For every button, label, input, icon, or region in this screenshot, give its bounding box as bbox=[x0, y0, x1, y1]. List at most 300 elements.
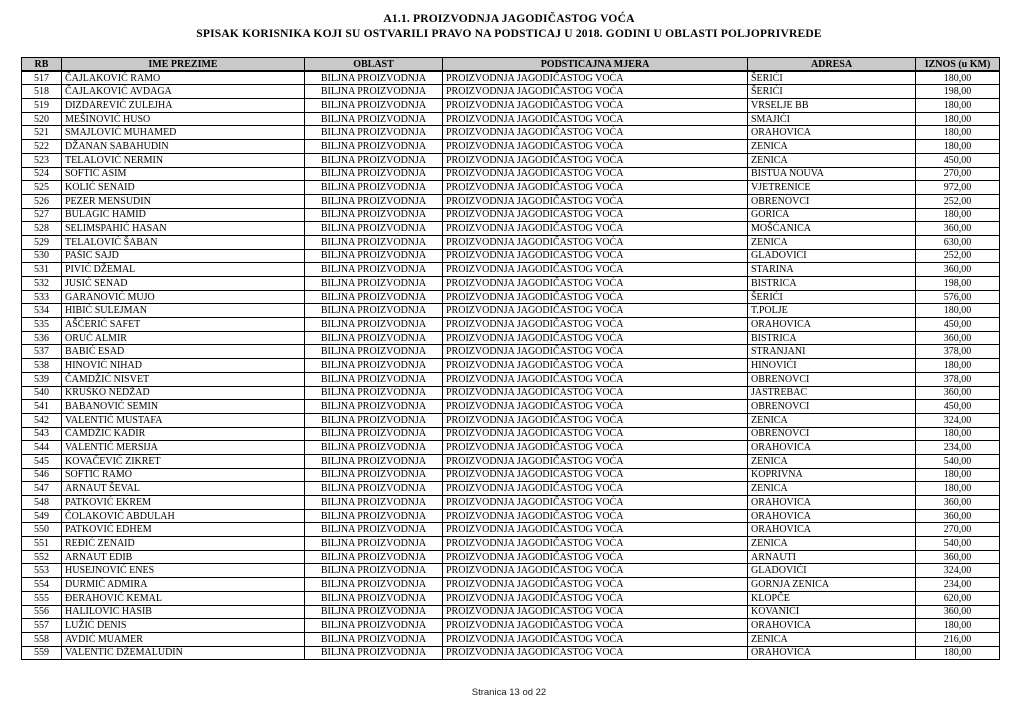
oblast-cell: BILJNA PROIZVODNJA bbox=[305, 454, 443, 468]
table-row bbox=[22, 509, 1000, 523]
mjera-cell: PROIZVODNJA JAGODIČASTOG VOĆA bbox=[443, 194, 748, 208]
table-row bbox=[22, 263, 1000, 277]
table-row bbox=[22, 564, 1000, 578]
oblast-cell: BILJNA PROIZVODNJA bbox=[305, 550, 443, 564]
table-row bbox=[22, 372, 1000, 386]
rb-cell: 544 bbox=[22, 441, 62, 455]
mjera-cell: PROIZVODNJA JAGODIČASTOG VOĆA bbox=[443, 331, 748, 345]
iznos-cell: 180,00 bbox=[916, 71, 1000, 85]
rb-cell: 536 bbox=[22, 331, 62, 345]
adresa-cell: BISTUA NOUVA bbox=[748, 167, 916, 181]
column-header-adresa: ADRESA bbox=[748, 58, 916, 72]
name-cell: DIZDAREVIĆ ZULEJHA bbox=[62, 99, 305, 113]
rb-cell: 518 bbox=[22, 85, 62, 99]
column-header-rb: RB bbox=[22, 58, 62, 72]
table-row bbox=[22, 482, 1000, 496]
name-cell: ČAJLAKOVIĆ RAMO bbox=[62, 71, 305, 85]
adresa-cell: ORAHOVICA bbox=[748, 646, 916, 660]
table-row bbox=[22, 99, 1000, 113]
table-row bbox=[22, 496, 1000, 510]
adresa-cell: SMAJIĆI bbox=[748, 112, 916, 126]
oblast-cell: BILJNA PROIZVODNJA bbox=[305, 208, 443, 222]
oblast-cell: BILJNA PROIZVODNJA bbox=[305, 619, 443, 633]
mjera-cell: PROIZVODNJA JAGODIČASTOG VOĆA bbox=[443, 290, 748, 304]
rb-cell: 521 bbox=[22, 126, 62, 140]
iznos-cell: 270,00 bbox=[916, 167, 1000, 181]
name-cell: KOVAČEVIĆ ZIKRET bbox=[62, 454, 305, 468]
iznos-cell: 378,00 bbox=[916, 345, 1000, 359]
table-row bbox=[22, 359, 1000, 373]
rb-cell: 535 bbox=[22, 318, 62, 332]
adresa-cell: ZENICA bbox=[748, 153, 916, 167]
column-header-oblast: OBLAST bbox=[305, 58, 443, 72]
rb-cell: 545 bbox=[22, 454, 62, 468]
name-cell: ČAMDŽIĆ KADIR bbox=[62, 427, 305, 441]
iznos-cell: 180,00 bbox=[916, 304, 1000, 318]
name-cell: AŠĆERIĆ SAFET bbox=[62, 318, 305, 332]
adresa-cell: BISTRICA bbox=[748, 331, 916, 345]
table-row bbox=[22, 427, 1000, 441]
oblast-cell: BILJNA PROIZVODNJA bbox=[305, 140, 443, 154]
table-row bbox=[22, 208, 1000, 222]
mjera-cell: PROIZVODNJA JAGODIČASTOG VOĆA bbox=[443, 537, 748, 551]
mjera-cell: PROIZVODNJA JAGODIČASTOG VOĆA bbox=[443, 427, 748, 441]
adresa-cell: ZENICA bbox=[748, 235, 916, 249]
iznos-cell: 270,00 bbox=[916, 523, 1000, 537]
oblast-cell: BILJNA PROIZVODNJA bbox=[305, 372, 443, 386]
mjera-cell: PROIZVODNJA JAGODIČASTOG VOĆA bbox=[443, 400, 748, 414]
mjera-cell: PROIZVODNJA JAGODIČASTOG VOĆA bbox=[443, 386, 748, 400]
rb-cell: 517 bbox=[22, 71, 62, 85]
rb-cell: 552 bbox=[22, 550, 62, 564]
name-cell: ČOLAKOVIĆ ABDULAH bbox=[62, 509, 305, 523]
oblast-cell: BILJNA PROIZVODNJA bbox=[305, 167, 443, 181]
oblast-cell: BILJNA PROIZVODNJA bbox=[305, 564, 443, 578]
name-cell: REĐIĆ ZENAID bbox=[62, 537, 305, 551]
table-row bbox=[22, 318, 1000, 332]
table-row bbox=[22, 85, 1000, 99]
table-row bbox=[22, 413, 1000, 427]
oblast-cell: BILJNA PROIZVODNJA bbox=[305, 112, 443, 126]
oblast-cell: BILJNA PROIZVODNJA bbox=[305, 181, 443, 195]
name-cell: SOFTIĆ ASIM bbox=[62, 167, 305, 181]
mjera-cell: PROIZVODNJA JAGODIČASTOG VOĆA bbox=[443, 277, 748, 291]
rb-cell: 523 bbox=[22, 153, 62, 167]
adresa-cell: ORAHOVICA bbox=[748, 441, 916, 455]
mjera-cell: PROIZVODNJA JAGODIČASTOG VOĆA bbox=[443, 619, 748, 633]
name-cell: ĐERAHOVIĆ KEMAL bbox=[62, 591, 305, 605]
rb-cell: 533 bbox=[22, 290, 62, 304]
rb-cell: 530 bbox=[22, 249, 62, 263]
mjera-cell: PROIZVODNJA JAGODIČASTOG VOĆA bbox=[443, 578, 748, 592]
rb-cell: 559 bbox=[22, 646, 62, 660]
rb-cell: 534 bbox=[22, 304, 62, 318]
rb-cell: 543 bbox=[22, 427, 62, 441]
adresa-cell: ORAHOVICA bbox=[748, 523, 916, 537]
adresa-cell: ŠERIĆI bbox=[748, 71, 916, 85]
rb-cell: 549 bbox=[22, 509, 62, 523]
name-cell: PEZER MENSUDIN bbox=[62, 194, 305, 208]
rb-cell: 531 bbox=[22, 263, 62, 277]
mjera-cell: PROIZVODNJA JAGODIČASTOG VOĆA bbox=[443, 372, 748, 386]
oblast-cell: BILJNA PROIZVODNJA bbox=[305, 537, 443, 551]
name-cell: SMAJLOVIĆ MUHAMED bbox=[62, 126, 305, 140]
table-row bbox=[22, 454, 1000, 468]
adresa-cell: STARINA bbox=[748, 263, 916, 277]
rb-cell: 537 bbox=[22, 345, 62, 359]
adresa-cell: ŠERIĆI bbox=[748, 85, 916, 99]
mjera-cell: PROIZVODNJA JAGODIČASTOG VOĆA bbox=[443, 304, 748, 318]
iznos-cell: 252,00 bbox=[916, 249, 1000, 263]
rb-cell: 551 bbox=[22, 537, 62, 551]
oblast-cell: BILJNA PROIZVODNJA bbox=[305, 632, 443, 646]
adresa-cell: BISTRICA bbox=[748, 277, 916, 291]
mjera-cell: PROIZVODNJA JAGODIČASTOG VOĆA bbox=[443, 153, 748, 167]
mjera-cell: PROIZVODNJA JAGODIČASTOG VOĆA bbox=[443, 482, 748, 496]
oblast-cell: BILJNA PROIZVODNJA bbox=[305, 318, 443, 332]
iznos-cell: 180,00 bbox=[916, 646, 1000, 660]
table-row bbox=[22, 277, 1000, 291]
iznos-cell: 180,00 bbox=[916, 619, 1000, 633]
oblast-cell: BILJNA PROIZVODNJA bbox=[305, 359, 443, 373]
adresa-cell: ZENICA bbox=[748, 413, 916, 427]
beneficiaries-table bbox=[21, 57, 1000, 660]
iznos-cell: 360,00 bbox=[916, 263, 1000, 277]
oblast-cell: BILJNA PROIZVODNJA bbox=[305, 263, 443, 277]
iznos-cell: 180,00 bbox=[916, 208, 1000, 222]
rb-cell: 555 bbox=[22, 591, 62, 605]
table-row bbox=[22, 441, 1000, 455]
table-row bbox=[22, 222, 1000, 236]
oblast-cell: BILJNA PROIZVODNJA bbox=[305, 126, 443, 140]
iznos-cell: 234,00 bbox=[916, 578, 1000, 592]
oblast-cell: BILJNA PROIZVODNJA bbox=[305, 482, 443, 496]
table-row bbox=[22, 331, 1000, 345]
mjera-cell: PROIZVODNJA JAGODIČASTOG VOĆA bbox=[443, 550, 748, 564]
oblast-cell: BILJNA PROIZVODNJA bbox=[305, 523, 443, 537]
oblast-cell: BILJNA PROIZVODNJA bbox=[305, 153, 443, 167]
name-cell: AVDIĆ MUAMER bbox=[62, 632, 305, 646]
rb-cell: 524 bbox=[22, 167, 62, 181]
adresa-cell: OBRENOVCI bbox=[748, 427, 916, 441]
iznos-cell: 450,00 bbox=[916, 153, 1000, 167]
name-cell: PATKOVIĆ EDHEM bbox=[62, 523, 305, 537]
table-row bbox=[22, 290, 1000, 304]
table-row bbox=[22, 249, 1000, 263]
rb-cell: 525 bbox=[22, 181, 62, 195]
name-cell: PATKOVIĆ EKREM bbox=[62, 496, 305, 510]
name-cell: VALENTIĆ MERSIJA bbox=[62, 441, 305, 455]
rb-cell: 550 bbox=[22, 523, 62, 537]
table-row bbox=[22, 632, 1000, 646]
table-row bbox=[22, 194, 1000, 208]
adresa-cell: ORAHOVICA bbox=[748, 509, 916, 523]
oblast-cell: BILJNA PROIZVODNJA bbox=[305, 441, 443, 455]
rb-cell: 527 bbox=[22, 208, 62, 222]
mjera-cell: PROIZVODNJA JAGODIČASTOG VOĆA bbox=[443, 126, 748, 140]
mjera-cell: PROIZVODNJA JAGODIČASTOG VOĆA bbox=[443, 441, 748, 455]
adresa-cell: ZENICA bbox=[748, 454, 916, 468]
column-header-iznos: IZNOS (u KM) bbox=[916, 58, 1000, 72]
oblast-cell: BILJNA PROIZVODNJA bbox=[305, 345, 443, 359]
oblast-cell: BILJNA PROIZVODNJA bbox=[305, 290, 443, 304]
name-cell: DŽANAN SABAHUDIN bbox=[62, 140, 305, 154]
rb-cell: 547 bbox=[22, 482, 62, 496]
table-header bbox=[22, 58, 1000, 72]
table-row bbox=[22, 523, 1000, 537]
rb-cell: 532 bbox=[22, 277, 62, 291]
iznos-cell: 630,00 bbox=[916, 235, 1000, 249]
rb-cell: 539 bbox=[22, 372, 62, 386]
table-row bbox=[22, 537, 1000, 551]
name-cell: TELALOVIĆ ŠABAN bbox=[62, 235, 305, 249]
name-cell: TELALOVIĆ NERMIN bbox=[62, 153, 305, 167]
adresa-cell: ORAHOVICA bbox=[748, 619, 916, 633]
rb-cell: 529 bbox=[22, 235, 62, 249]
table-row bbox=[22, 71, 1000, 85]
adresa-cell: OBRENOVCI bbox=[748, 372, 916, 386]
iznos-cell: 198,00 bbox=[916, 277, 1000, 291]
name-cell: JUSIĆ SENAD bbox=[62, 277, 305, 291]
rb-cell: 526 bbox=[22, 194, 62, 208]
oblast-cell: BILJNA PROIZVODNJA bbox=[305, 646, 443, 660]
table-row bbox=[22, 304, 1000, 318]
mjera-cell: PROIZVODNJA JAGODIČASTOG VOĆA bbox=[443, 345, 748, 359]
rb-cell: 519 bbox=[22, 99, 62, 113]
name-cell: SELIMSPAHIĆ HASAN bbox=[62, 222, 305, 236]
iznos-cell: 180,00 bbox=[916, 112, 1000, 126]
oblast-cell: BILJNA PROIZVODNJA bbox=[305, 331, 443, 345]
name-cell: KOLIĆ SENAID bbox=[62, 181, 305, 195]
name-cell: ČAMDŽIĆ NISVET bbox=[62, 372, 305, 386]
page-number: Stranica 13 od 22 bbox=[471, 687, 547, 698]
oblast-cell: BILJNA PROIZVODNJA bbox=[305, 71, 443, 85]
table-row bbox=[22, 386, 1000, 400]
iznos-cell: 180,00 bbox=[916, 140, 1000, 154]
iznos-cell: 180,00 bbox=[916, 99, 1000, 113]
oblast-cell: BILJNA PROIZVODNJA bbox=[305, 249, 443, 263]
name-cell: LUŽIĆ DENIS bbox=[62, 619, 305, 633]
name-cell: ČAJLAKOVIĆ AVDAGA bbox=[62, 85, 305, 99]
rb-cell: 538 bbox=[22, 359, 62, 373]
mjera-cell: PROIZVODNJA JAGODIČASTOG VOĆA bbox=[443, 85, 748, 99]
iznos-cell: 324,00 bbox=[916, 564, 1000, 578]
rb-cell: 522 bbox=[22, 140, 62, 154]
mjera-cell: PROIZVODNJA JAGODIČASTOG VOĆA bbox=[443, 509, 748, 523]
adresa-cell: ORAHOVICA bbox=[748, 126, 916, 140]
oblast-cell: BILJNA PROIZVODNJA bbox=[305, 591, 443, 605]
rb-cell: 542 bbox=[22, 413, 62, 427]
name-cell: HIBIĆ SULEJMAN bbox=[62, 304, 305, 318]
name-cell: DURMIĆ ADMIRA bbox=[62, 578, 305, 592]
table-row bbox=[22, 646, 1000, 660]
adresa-cell: OBRENOVCI bbox=[748, 194, 916, 208]
mjera-cell: PROIZVODNJA JAGODIČASTOG VOĆA bbox=[443, 646, 748, 660]
adresa-cell: ARNAUTI bbox=[748, 550, 916, 564]
table-row bbox=[22, 235, 1000, 249]
name-cell: ORUĆ ALMIR bbox=[62, 331, 305, 345]
adresa-cell: GLADOVIĆI bbox=[748, 249, 916, 263]
document-title-block bbox=[0, 0, 1018, 42]
mjera-cell: PROIZVODNJA JAGODIČASTOG VOĆA bbox=[443, 208, 748, 222]
name-cell: BABANOVIĆ SEMIN bbox=[62, 400, 305, 414]
adresa-cell: T.POLJE bbox=[748, 304, 916, 318]
mjera-cell: PROIZVODNJA JAGODIČASTOG VOĆA bbox=[443, 605, 748, 619]
iznos-cell: 180,00 bbox=[916, 126, 1000, 140]
iznos-cell: 360,00 bbox=[916, 496, 1000, 510]
adresa-cell: ŠERIĆI bbox=[748, 290, 916, 304]
adresa-cell: VJETRENICE bbox=[748, 181, 916, 195]
rb-cell: 554 bbox=[22, 578, 62, 592]
adresa-cell: KOPRIVNA bbox=[748, 468, 916, 482]
iznos-cell: 198,00 bbox=[916, 85, 1000, 99]
adresa-cell: ZENICA bbox=[748, 632, 916, 646]
adresa-cell: ZENICA bbox=[748, 482, 916, 496]
mjera-cell: PROIZVODNJA JAGODIČASTOG VOĆA bbox=[443, 263, 748, 277]
rb-cell: 528 bbox=[22, 222, 62, 236]
table-row bbox=[22, 181, 1000, 195]
table-row bbox=[22, 619, 1000, 633]
mjera-cell: PROIZVODNJA JAGODIČASTOG VOĆA bbox=[443, 454, 748, 468]
name-cell: KRUŠKO NEDŽAD bbox=[62, 386, 305, 400]
name-cell: PAŠIĆ SAJD bbox=[62, 249, 305, 263]
adresa-cell: GORNJA ZENICA bbox=[748, 578, 916, 592]
oblast-cell: BILJNA PROIZVODNJA bbox=[305, 99, 443, 113]
oblast-cell: BILJNA PROIZVODNJA bbox=[305, 413, 443, 427]
mjera-cell: PROIZVODNJA JAGODIČASTOG VOĆA bbox=[443, 468, 748, 482]
mjera-cell: PROIZVODNJA JAGODIČASTOG VOĆA bbox=[443, 591, 748, 605]
name-cell: PIVIĆ DŽEMAL bbox=[62, 263, 305, 277]
mjera-cell: PROIZVODNJA JAGODIČASTOG VOĆA bbox=[443, 181, 748, 195]
iznos-cell: 180,00 bbox=[916, 359, 1000, 373]
iznos-cell: 620,00 bbox=[916, 591, 1000, 605]
table-row bbox=[22, 605, 1000, 619]
table-row bbox=[22, 153, 1000, 167]
table-row bbox=[22, 140, 1000, 154]
adresa-cell: GORICA bbox=[748, 208, 916, 222]
name-cell: VALENTIĆ MUSTAFA bbox=[62, 413, 305, 427]
document-title-line2: SPISAK KORISNIKA KOJI SU OSTVARILI PRAVO NA PODSTICAJ U 2018. GODINI U OBLASTI POLJOPRIVREDE bbox=[196, 28, 822, 40]
adresa-cell: VRSELJE BB bbox=[748, 99, 916, 113]
name-cell: BULAGIĆ HAMID bbox=[62, 208, 305, 222]
iznos-cell: 360,00 bbox=[916, 222, 1000, 236]
table-row bbox=[22, 400, 1000, 414]
oblast-cell: BILJNA PROIZVODNJA bbox=[305, 427, 443, 441]
mjera-cell: PROIZVODNJA JAGODIČASTOG VOĆA bbox=[443, 318, 748, 332]
column-header-mjera: PODSTICAJNA MJERA bbox=[443, 58, 748, 72]
table-row bbox=[22, 126, 1000, 140]
mjera-cell: PROIZVODNJA JAGODIČASTOG VOĆA bbox=[443, 564, 748, 578]
mjera-cell: PROIZVODNJA JAGODIČASTOG VOĆA bbox=[443, 249, 748, 263]
table-header-row bbox=[22, 58, 1000, 72]
oblast-cell: BILJNA PROIZVODNJA bbox=[305, 578, 443, 592]
rb-cell: 548 bbox=[22, 496, 62, 510]
mjera-cell: PROIZVODNJA JAGODIČASTOG VOĆA bbox=[443, 523, 748, 537]
adresa-cell: OBRENOVCI bbox=[748, 400, 916, 414]
iznos-cell: 378,00 bbox=[916, 372, 1000, 386]
rb-cell: 520 bbox=[22, 112, 62, 126]
adresa-cell: JASTREBAC bbox=[748, 386, 916, 400]
oblast-cell: BILJNA PROIZVODNJA bbox=[305, 222, 443, 236]
mjera-cell: PROIZVODNJA JAGODIČASTOG VOĆA bbox=[443, 167, 748, 181]
iznos-cell: 360,00 bbox=[916, 550, 1000, 564]
iznos-cell: 180,00 bbox=[916, 468, 1000, 482]
table-row bbox=[22, 468, 1000, 482]
name-cell: HUSEJNOVIĆ ENES bbox=[62, 564, 305, 578]
iznos-cell: 972,00 bbox=[916, 181, 1000, 195]
adresa-cell: ORAHOVICA bbox=[748, 318, 916, 332]
iznos-cell: 252,00 bbox=[916, 194, 1000, 208]
name-cell: MEŠINOVIĆ HUSO bbox=[62, 112, 305, 126]
iznos-cell: 360,00 bbox=[916, 331, 1000, 345]
oblast-cell: BILJNA PROIZVODNJA bbox=[305, 605, 443, 619]
name-cell: ARNAUT ŠEVAL bbox=[62, 482, 305, 496]
rb-cell: 558 bbox=[22, 632, 62, 646]
oblast-cell: BILJNA PROIZVODNJA bbox=[305, 304, 443, 318]
mjera-cell: PROIZVODNJA JAGODIČASTOG VOĆA bbox=[443, 99, 748, 113]
rb-cell: 546 bbox=[22, 468, 62, 482]
adresa-cell: ORAHOVICA bbox=[748, 496, 916, 510]
oblast-cell: BILJNA PROIZVODNJA bbox=[305, 400, 443, 414]
table-body bbox=[22, 71, 1000, 660]
iznos-cell: 360,00 bbox=[916, 605, 1000, 619]
iznos-cell: 180,00 bbox=[916, 427, 1000, 441]
name-cell: GARANOVIĆ MUJO bbox=[62, 290, 305, 304]
mjera-cell: PROIZVODNJA JAGODIČASTOG VOĆA bbox=[443, 112, 748, 126]
oblast-cell: BILJNA PROIZVODNJA bbox=[305, 235, 443, 249]
iznos-cell: 324,00 bbox=[916, 413, 1000, 427]
oblast-cell: BILJNA PROIZVODNJA bbox=[305, 85, 443, 99]
iznos-cell: 576,00 bbox=[916, 290, 1000, 304]
iznos-cell: 180,00 bbox=[916, 482, 1000, 496]
table-row bbox=[22, 167, 1000, 181]
iznos-cell: 540,00 bbox=[916, 454, 1000, 468]
adresa-cell: ZENICA bbox=[748, 537, 916, 551]
name-cell: BABIĆ ESAD bbox=[62, 345, 305, 359]
mjera-cell: PROIZVODNJA JAGODIČASTOG VOĆA bbox=[443, 140, 748, 154]
oblast-cell: BILJNA PROIZVODNJA bbox=[305, 277, 443, 291]
mjera-cell: PROIZVODNJA JAGODIČASTOG VOĆA bbox=[443, 632, 748, 646]
iznos-cell: 450,00 bbox=[916, 318, 1000, 332]
adresa-cell: MOŠĆANICA bbox=[748, 222, 916, 236]
adresa-cell: STRANJANI bbox=[748, 345, 916, 359]
adresa-cell: ZENICA bbox=[748, 140, 916, 154]
table-row bbox=[22, 112, 1000, 126]
iznos-cell: 360,00 bbox=[916, 386, 1000, 400]
iznos-cell: 540,00 bbox=[916, 537, 1000, 551]
name-cell: ARNAUT EDIB bbox=[62, 550, 305, 564]
iznos-cell: 216,00 bbox=[916, 632, 1000, 646]
oblast-cell: BILJNA PROIZVODNJA bbox=[305, 509, 443, 523]
oblast-cell: BILJNA PROIZVODNJA bbox=[305, 468, 443, 482]
table-row bbox=[22, 345, 1000, 359]
mjera-cell: PROIZVODNJA JAGODIČASTOG VOĆA bbox=[443, 413, 748, 427]
column-header-ime: IME PREZIME bbox=[62, 58, 305, 72]
adresa-cell: KOVANIĆI bbox=[748, 605, 916, 619]
mjera-cell: PROIZVODNJA JAGODIČASTOG VOĆA bbox=[443, 222, 748, 236]
rb-cell: 541 bbox=[22, 400, 62, 414]
name-cell: VALENTIĆ DŽEMALUDIN bbox=[62, 646, 305, 660]
rb-cell: 540 bbox=[22, 386, 62, 400]
adresa-cell: KLOPČE bbox=[748, 591, 916, 605]
rb-cell: 556 bbox=[22, 605, 62, 619]
mjera-cell: PROIZVODNJA JAGODIČASTOG VOĆA bbox=[443, 496, 748, 510]
oblast-cell: BILJNA PROIZVODNJA bbox=[305, 194, 443, 208]
adresa-cell: HINOVIĆI bbox=[748, 359, 916, 373]
name-cell: SOFTIĆ RAMO bbox=[62, 468, 305, 482]
mjera-cell: PROIZVODNJA JAGODIČASTOG VOĆA bbox=[443, 359, 748, 373]
iznos-cell: 234,00 bbox=[916, 441, 1000, 455]
